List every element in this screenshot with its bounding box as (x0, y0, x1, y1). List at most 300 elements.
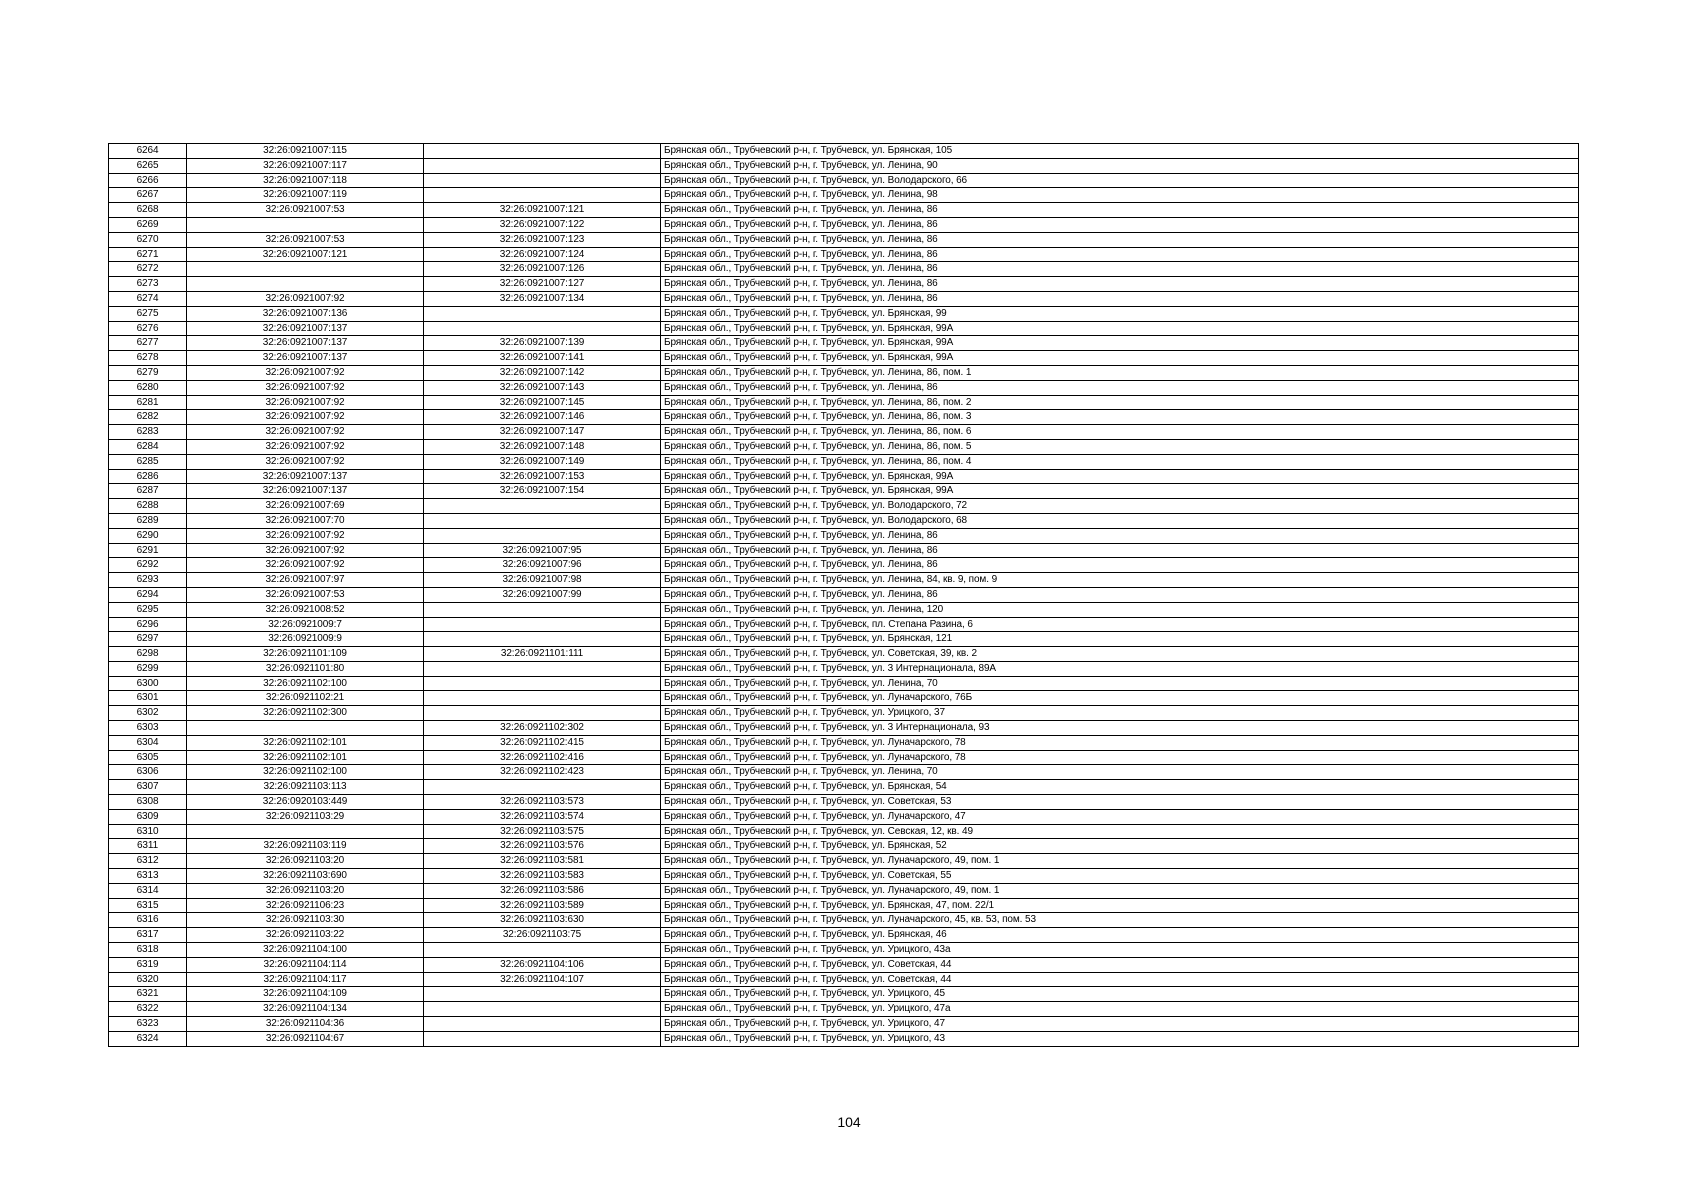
cadastral-number-cell: 32:26:0921007:136 (187, 306, 424, 321)
parent-cadastral-cell: 32:26:0921104:106 (424, 957, 661, 972)
address-cell: Брянская обл., Трубчевский р-н, г. Трубчевск, ул. Брянская, 99А (661, 336, 1579, 351)
address-cell: Брянская обл., Трубчевский р-н, г. Трубчевск, ул. Луначарского, 49, пом. 1 (661, 854, 1579, 869)
table-row (109, 513, 1579, 528)
cadastral-number-cell: 32:26:0921007:92 (187, 291, 424, 306)
table-row (109, 957, 1579, 972)
parent-cadastral-cell: 32:26:0921007:123 (424, 232, 661, 247)
table-row (109, 365, 1579, 380)
cadastral-number-cell: 32:26:0921007:97 (187, 573, 424, 588)
cadastral-number-cell: 32:26:0921104:36 (187, 1017, 424, 1032)
cadastral-number-cell: 32:26:0921007:70 (187, 513, 424, 528)
parent-cadastral-cell (424, 1017, 661, 1032)
parent-cadastral-cell: 32:26:0921007:141 (424, 351, 661, 366)
parent-cadastral-cell: 32:26:0921007:153 (424, 469, 661, 484)
parent-cadastral-cell (424, 1002, 661, 1017)
table-row (109, 661, 1579, 676)
cadastral-number-cell: 32:26:0921007:115 (187, 144, 424, 159)
row-number-cell: 6324 (109, 1031, 187, 1046)
address-cell: Брянская обл., Трубчевский р-н, г. Трубчевск, ул. Луначарского, 45, кв. 53, пом. 53 (661, 913, 1579, 928)
row-number-cell: 6288 (109, 499, 187, 514)
parent-cadastral-cell (424, 499, 661, 514)
cadastral-number-cell: 32:26:0921007:92 (187, 454, 424, 469)
address-cell: Брянская обл., Трубчевский р-н, г. Трубчевск, ул. Ленина, 86 (661, 217, 1579, 232)
address-cell: Брянская обл., Трубчевский р-н, г. Трубчевск, ул. Володарского, 66 (661, 173, 1579, 188)
address-cell: Брянская обл., Трубчевский р-н, г. Трубчевск, пл. Степана Разина, 6 (661, 617, 1579, 632)
address-cell: Брянская обл., Трубчевский р-н, г. Трубчевск, ул. Ленина, 86 (661, 291, 1579, 306)
parent-cadastral-cell: 32:26:0921007:143 (424, 380, 661, 395)
row-number-cell: 6321 (109, 987, 187, 1002)
table-row (109, 809, 1579, 824)
cadastral-number-cell: 32:26:0921102:300 (187, 706, 424, 721)
cadastral-number-cell: 32:26:0921104:109 (187, 987, 424, 1002)
table-row (109, 721, 1579, 736)
cadastral-number-cell: 32:26:0921104:134 (187, 1002, 424, 1017)
address-cell: Брянская обл., Трубчевский р-н, г. Трубчевск, ул. Ленина, 86 (661, 247, 1579, 262)
address-cell: Брянская обл., Трубчевский р-н, г. Трубчевск, ул. Советская, 44 (661, 972, 1579, 987)
address-cell: Брянская обл., Трубчевский р-н, г. Трубчевск, ул. Урицкого, 47а (661, 1002, 1579, 1017)
row-number-cell: 6280 (109, 380, 187, 395)
table-row (109, 277, 1579, 292)
row-number-cell: 6286 (109, 469, 187, 484)
parent-cadastral-cell (424, 632, 661, 647)
cadastral-number-cell: 32:26:0921007:117 (187, 158, 424, 173)
row-number-cell: 6272 (109, 262, 187, 277)
cadastral-number-cell: 32:26:0921007:92 (187, 365, 424, 380)
table-row (109, 484, 1579, 499)
table-row (109, 780, 1579, 795)
address-cell: Брянская обл., Трубчевский р-н, г. Трубчевск, ул. Ленина, 86 (661, 528, 1579, 543)
address-cell: Брянская обл., Трубчевский р-н, г. Трубчевск, ул. Ленина, 86, пом. 2 (661, 395, 1579, 410)
row-number-cell: 6313 (109, 869, 187, 884)
cadastral-number-cell: 32:26:0921103:20 (187, 883, 424, 898)
cadastral-number-cell: 32:26:0921104:114 (187, 957, 424, 972)
parent-cadastral-cell (424, 306, 661, 321)
row-number-cell: 6294 (109, 587, 187, 602)
parent-cadastral-cell: 32:26:0921102:416 (424, 750, 661, 765)
row-number-cell: 6281 (109, 395, 187, 410)
address-cell: Брянская обл., Трубчевский р-н, г. Трубчевск, ул. Ленина, 86, пом. 4 (661, 454, 1579, 469)
parent-cadastral-cell (424, 173, 661, 188)
table-row (109, 351, 1579, 366)
parent-cadastral-cell: 32:26:0921101:111 (424, 647, 661, 662)
parent-cadastral-cell (424, 602, 661, 617)
parent-cadastral-cell: 32:26:0921102:415 (424, 735, 661, 750)
parent-cadastral-cell: 32:26:0921102:302 (424, 721, 661, 736)
cadastral-number-cell: 32:26:0920103:449 (187, 795, 424, 810)
cadastral-number-cell: 32:26:0921007:137 (187, 321, 424, 336)
row-number-cell: 6279 (109, 365, 187, 380)
row-number-cell: 6299 (109, 661, 187, 676)
parent-cadastral-cell: 32:26:0921103:574 (424, 809, 661, 824)
parent-cadastral-cell: 32:26:0921103:573 (424, 795, 661, 810)
row-number-cell: 6310 (109, 824, 187, 839)
table-row (109, 647, 1579, 662)
cadastral-number-cell: 32:26:0921103:29 (187, 809, 424, 824)
address-cell: Брянская обл., Трубчевский р-н, г. Трубчевск, ул. Ленина, 86 (661, 232, 1579, 247)
address-cell: Брянская обл., Трубчевский р-н, г. Трубчевск, ул. Брянская, 47, пом. 22/1 (661, 898, 1579, 913)
parent-cadastral-cell: 32:26:0921103:581 (424, 854, 661, 869)
cadastral-number-cell: 32:26:0921007:121 (187, 247, 424, 262)
parent-cadastral-cell: 32:26:0921007:124 (424, 247, 661, 262)
table-row (109, 203, 1579, 218)
table-row (109, 144, 1579, 159)
cadastral-number-cell: 32:26:0921007:92 (187, 543, 424, 558)
parent-cadastral-cell: 32:26:0921104:107 (424, 972, 661, 987)
row-number-cell: 6317 (109, 928, 187, 943)
table-row (109, 1002, 1579, 1017)
cadastral-number-cell: 32:26:0921103:22 (187, 928, 424, 943)
cadastral-number-cell: 32:26:0921009:7 (187, 617, 424, 632)
address-cell: Брянская обл., Трубчевский р-н, г. Трубчевск, ул. Ленина, 86 (661, 203, 1579, 218)
address-cell: Брянская обл., Трубчевский р-н, г. Трубчевск, ул. Советская, 53 (661, 795, 1579, 810)
row-number-cell: 6301 (109, 691, 187, 706)
cadastral-number-cell: 32:26:0921007:69 (187, 499, 424, 514)
parent-cadastral-cell: 32:26:0921007:139 (424, 336, 661, 351)
row-number-cell: 6293 (109, 573, 187, 588)
table-row (109, 765, 1579, 780)
table-row (109, 321, 1579, 336)
address-cell: Брянская обл., Трубчевский р-н, г. Трубчевск, ул. Брянская, 99А (661, 351, 1579, 366)
row-number-cell: 6300 (109, 676, 187, 691)
cadastral-number-cell: 32:26:0921103:20 (187, 854, 424, 869)
table-row (109, 839, 1579, 854)
row-number-cell: 6284 (109, 439, 187, 454)
parent-cadastral-cell: 32:26:0921102:423 (424, 765, 661, 780)
row-number-cell: 6275 (109, 306, 187, 321)
row-number-cell: 6268 (109, 203, 187, 218)
cadastral-number-cell: 32:26:0921007:137 (187, 336, 424, 351)
cadastral-number-cell: 32:26:0921007:53 (187, 203, 424, 218)
row-number-cell: 6320 (109, 972, 187, 987)
parent-cadastral-cell: 32:26:0921007:147 (424, 425, 661, 440)
row-number-cell: 6289 (109, 513, 187, 528)
table-row (109, 306, 1579, 321)
row-number-cell: 6287 (109, 484, 187, 499)
table-row (109, 854, 1579, 869)
table-row (109, 543, 1579, 558)
table-row (109, 380, 1579, 395)
parent-cadastral-cell: 32:26:0921007:145 (424, 395, 661, 410)
cadastral-number-cell: 32:26:0921007:92 (187, 380, 424, 395)
parent-cadastral-cell (424, 706, 661, 721)
table-row (109, 528, 1579, 543)
table-row (109, 750, 1579, 765)
row-number-cell: 6292 (109, 558, 187, 573)
address-cell: Брянская обл., Трубчевский р-н, г. Трубчевск, ул. 3 Интернационала, 89А (661, 661, 1579, 676)
cadastral-number-cell: 32:26:0921104:117 (187, 972, 424, 987)
parent-cadastral-cell (424, 144, 661, 159)
row-number-cell: 6290 (109, 528, 187, 543)
row-number-cell: 6267 (109, 188, 187, 203)
row-number-cell: 6316 (109, 913, 187, 928)
cadastral-number-cell: 32:26:0921007:53 (187, 232, 424, 247)
cadastral-number-cell: 32:26:0921007:92 (187, 410, 424, 425)
parent-cadastral-cell: 32:26:0921103:575 (424, 824, 661, 839)
address-cell: Брянская обл., Трубчевский р-н, г. Трубчевск, ул. Урицкого, 47 (661, 1017, 1579, 1032)
row-number-cell: 6318 (109, 943, 187, 958)
address-cell: Брянская обл., Трубчевский р-н, г. Трубчевск, ул. Ленина, 86 (661, 558, 1579, 573)
address-cell: Брянская обл., Трубчевский р-н, г. Трубчевск, ул. Ленина, 86 (661, 543, 1579, 558)
cadastral-number-cell: 32:26:0921102:101 (187, 750, 424, 765)
row-number-cell: 6269 (109, 217, 187, 232)
row-number-cell: 6295 (109, 602, 187, 617)
table-row (109, 336, 1579, 351)
parent-cadastral-cell: 32:26:0921007:122 (424, 217, 661, 232)
table-row (109, 691, 1579, 706)
address-cell: Брянская обл., Трубчевский р-н, г. Трубчевск, ул. Севская, 12, кв. 49 (661, 824, 1579, 839)
parent-cadastral-cell: 32:26:0921007:96 (424, 558, 661, 573)
cadastral-number-cell: 32:26:0921007:92 (187, 528, 424, 543)
table-row (109, 869, 1579, 884)
cadastral-number-cell: 32:26:0921102:100 (187, 765, 424, 780)
table-row (109, 928, 1579, 943)
row-number-cell: 6266 (109, 173, 187, 188)
cadastral-number-cell (187, 262, 424, 277)
row-number-cell: 6323 (109, 1017, 187, 1032)
table-row (109, 573, 1579, 588)
address-cell: Брянская обл., Трубчевский р-н, г. Трубчевск, ул. Брянская, 99 (661, 306, 1579, 321)
row-number-cell: 6265 (109, 158, 187, 173)
parent-cadastral-cell: 32:26:0921007:95 (424, 543, 661, 558)
parent-cadastral-cell: 32:26:0921007:98 (424, 573, 661, 588)
page-number: 104 (837, 1114, 861, 1130)
row-number-cell: 6303 (109, 721, 187, 736)
parent-cadastral-cell: 32:26:0921007:148 (424, 439, 661, 454)
row-number-cell: 6322 (109, 1002, 187, 1017)
table-row (109, 158, 1579, 173)
registry-table (108, 143, 1579, 1047)
parent-cadastral-cell: 32:26:0921007:126 (424, 262, 661, 277)
address-cell: Брянская обл., Трубчевский р-н, г. Трубчевск, ул. Советская, 39, кв. 2 (661, 647, 1579, 662)
parent-cadastral-cell (424, 676, 661, 691)
address-cell: Брянская обл., Трубчевский р-н, г. Трубчевск, ул. Луначарского, 76Б (661, 691, 1579, 706)
table-row (109, 706, 1579, 721)
address-cell: Брянская обл., Трубчевский р-н, г. Трубчевск, ул. Брянская, 99А (661, 321, 1579, 336)
cadastral-number-cell: 32:26:0921007:137 (187, 469, 424, 484)
table-row (109, 262, 1579, 277)
address-cell: Брянская обл., Трубчевский р-н, г. Трубчевск, ул. Луначарского, 78 (661, 750, 1579, 765)
parent-cadastral-cell: 32:26:0921103:583 (424, 869, 661, 884)
parent-cadastral-cell: 32:26:0921007:99 (424, 587, 661, 602)
parent-cadastral-cell: 32:26:0921103:586 (424, 883, 661, 898)
address-cell: Брянская обл., Трубчевский р-н, г. Трубчевск, ул. Брянская, 46 (661, 928, 1579, 943)
row-number-cell: 6308 (109, 795, 187, 810)
row-number-cell: 6273 (109, 277, 187, 292)
address-cell: Брянская обл., Трубчевский р-н, г. Трубчевск, ул. Ленина, 70 (661, 676, 1579, 691)
table-row (109, 883, 1579, 898)
cadastral-number-cell: 32:26:0921102:101 (187, 735, 424, 750)
address-cell: Брянская обл., Трубчевский р-н, г. Трубчевск, ул. Урицкого, 43 (661, 1031, 1579, 1046)
cadastral-number-cell (187, 277, 424, 292)
address-cell: Брянская обл., Трубчевский р-н, г. Трубчевск, ул. Ленина, 86 (661, 380, 1579, 395)
parent-cadastral-cell (424, 987, 661, 1002)
row-number-cell: 6314 (109, 883, 187, 898)
parent-cadastral-cell: 32:26:0921007:134 (424, 291, 661, 306)
table-row (109, 824, 1579, 839)
address-cell: Брянская обл., Трубчевский р-н, г. Трубчевск, ул. Урицкого, 45 (661, 987, 1579, 1002)
table-row (109, 1017, 1579, 1032)
cadastral-number-cell: 32:26:0921007:92 (187, 425, 424, 440)
row-number-cell: 6277 (109, 336, 187, 351)
parent-cadastral-cell: 32:26:0921007:127 (424, 277, 661, 292)
cadastral-number-cell (187, 217, 424, 232)
cadastral-number-cell: 32:26:0921102:21 (187, 691, 424, 706)
parent-cadastral-cell: 32:26:0921007:121 (424, 203, 661, 218)
parent-cadastral-cell: 32:26:0921007:154 (424, 484, 661, 499)
row-number-cell: 6283 (109, 425, 187, 440)
address-cell: Брянская обл., Трубчевский р-н, г. Трубчевск, ул. Брянская, 54 (661, 780, 1579, 795)
row-number-cell: 6305 (109, 750, 187, 765)
address-cell: Брянская обл., Трубчевский р-н, г. Трубчевск, ул. Брянская, 121 (661, 632, 1579, 647)
table-row (109, 972, 1579, 987)
address-cell: Брянская обл., Трубчевский р-н, г. Трубчевск, ул. Ленина, 86 (661, 277, 1579, 292)
cadastral-number-cell: 32:26:0921009:9 (187, 632, 424, 647)
address-cell: Брянская обл., Трубчевский р-н, г. Трубчевск, ул. Советская, 44 (661, 957, 1579, 972)
address-cell: Брянская обл., Трубчевский р-н, г. Трубчевск, ул. Ленина, 86 (661, 587, 1579, 602)
parent-cadastral-cell (424, 943, 661, 958)
parent-cadastral-cell (424, 158, 661, 173)
address-cell: Брянская обл., Трубчевский р-н, г. Трубчевск, ул. Брянская, 99А (661, 469, 1579, 484)
table-row (109, 188, 1579, 203)
cadastral-number-cell: 32:26:0921007:137 (187, 351, 424, 366)
row-number-cell: 6278 (109, 351, 187, 366)
cadastral-number-cell: 32:26:0921102:100 (187, 676, 424, 691)
table-row (109, 602, 1579, 617)
table-row (109, 454, 1579, 469)
parent-cadastral-cell (424, 321, 661, 336)
row-number-cell: 6302 (109, 706, 187, 721)
row-number-cell: 6274 (109, 291, 187, 306)
row-number-cell: 6264 (109, 144, 187, 159)
table-row (109, 1031, 1579, 1046)
table-row (109, 425, 1579, 440)
address-cell: Брянская обл., Трубчевский р-н, г. Трубчевск, ул. Брянская, 105 (661, 144, 1579, 159)
address-cell: Брянская обл., Трубчевский р-н, г. Трубчевск, ул. Володарского, 72 (661, 499, 1579, 514)
parent-cadastral-cell (424, 528, 661, 543)
cadastral-number-cell: 32:26:0921101:80 (187, 661, 424, 676)
row-number-cell: 6296 (109, 617, 187, 632)
table-row (109, 173, 1579, 188)
address-cell: Брянская обл., Трубчевский р-н, г. Трубчевск, ул. Ленина, 120 (661, 602, 1579, 617)
cadastral-number-cell: 32:26:0921103:30 (187, 913, 424, 928)
parent-cadastral-cell: 32:26:0921103:576 (424, 839, 661, 854)
address-cell: Брянская обл., Трубчевский р-н, г. Трубчевск, ул. Луначарского, 78 (661, 735, 1579, 750)
address-cell: Брянская обл., Трубчевский р-н, г. Трубчевск, ул. Луначарского, 47 (661, 809, 1579, 824)
address-cell: Брянская обл., Трубчевский р-н, г. Трубчевск, ул. 3 Интернационала, 93 (661, 721, 1579, 736)
address-cell: Брянская обл., Трубчевский р-н, г. Трубчевск, ул. Советская, 55 (661, 869, 1579, 884)
address-cell: Брянская обл., Трубчевский р-н, г. Трубчевск, ул. Ленина, 84, кв. 9, пом. 9 (661, 573, 1579, 588)
row-number-cell: 6271 (109, 247, 187, 262)
table-row (109, 469, 1579, 484)
cadastral-number-cell: 32:26:0921104:100 (187, 943, 424, 958)
parent-cadastral-cell: 32:26:0921103:630 (424, 913, 661, 928)
table-row (109, 587, 1579, 602)
cadastral-number-cell (187, 824, 424, 839)
table-row (109, 632, 1579, 647)
cadastral-number-cell: 32:26:0921103:113 (187, 780, 424, 795)
row-number-cell: 6285 (109, 454, 187, 469)
table-row (109, 913, 1579, 928)
cadastral-number-cell: 32:26:0921103:690 (187, 869, 424, 884)
parent-cadastral-cell: 32:26:0921103:75 (424, 928, 661, 943)
address-cell: Брянская обл., Трубчевский р-н, г. Трубчевск, ул. Ленина, 98 (661, 188, 1579, 203)
cadastral-number-cell: 32:26:0921008:52 (187, 602, 424, 617)
row-number-cell: 6282 (109, 410, 187, 425)
table-row (109, 439, 1579, 454)
cadastral-number-cell: 32:26:0921007:92 (187, 395, 424, 410)
address-cell: Брянская обл., Трубчевский р-н, г. Трубчевск, ул. Брянская, 99А (661, 484, 1579, 499)
table-row (109, 558, 1579, 573)
table-row (109, 410, 1579, 425)
address-cell: Брянская обл., Трубчевский р-н, г. Трубчевск, ул. Ленина, 86, пом. 6 (661, 425, 1579, 440)
parent-cadastral-cell: 32:26:0921007:146 (424, 410, 661, 425)
row-number-cell: 6309 (109, 809, 187, 824)
address-cell: Брянская обл., Трубчевский р-н, г. Трубчевск, ул. Ленина, 90 (661, 158, 1579, 173)
cadastral-number-cell: 32:26:0921104:67 (187, 1031, 424, 1046)
cadastral-number-cell: 32:26:0921007:53 (187, 587, 424, 602)
row-number-cell: 6311 (109, 839, 187, 854)
cadastral-number-cell: 32:26:0921007:137 (187, 484, 424, 499)
parent-cadastral-cell (424, 513, 661, 528)
address-cell: Брянская обл., Трубчевский р-н, г. Трубчевск, ул. Ленина, 86 (661, 262, 1579, 277)
table-row (109, 735, 1579, 750)
table-row (109, 247, 1579, 262)
address-cell: Брянская обл., Трубчевский р-н, г. Трубчевск, ул. Брянская, 52 (661, 839, 1579, 854)
cadastral-number-cell: 32:26:0921007:119 (187, 188, 424, 203)
parent-cadastral-cell (424, 780, 661, 795)
table-row (109, 676, 1579, 691)
table-row (109, 898, 1579, 913)
table-row (109, 617, 1579, 632)
table-row (109, 217, 1579, 232)
row-number-cell: 6270 (109, 232, 187, 247)
row-number-cell: 6297 (109, 632, 187, 647)
row-number-cell: 6315 (109, 898, 187, 913)
parent-cadastral-cell (424, 661, 661, 676)
cadastral-number-cell: 32:26:0921007:118 (187, 173, 424, 188)
cadastral-number-cell: 32:26:0921007:92 (187, 558, 424, 573)
address-cell: Брянская обл., Трубчевский р-н, г. Трубчевск, ул. Луначарского, 49, пом. 1 (661, 883, 1579, 898)
parent-cadastral-cell: 32:26:0921007:142 (424, 365, 661, 380)
address-cell: Брянская обл., Трубчевский р-н, г. Трубчевск, ул. Ленина, 86, пом. 3 (661, 410, 1579, 425)
table-row (109, 395, 1579, 410)
address-cell: Брянская обл., Трубчевский р-н, г. Трубчевск, ул. Ленина, 86, пом. 1 (661, 365, 1579, 380)
table-row (109, 232, 1579, 247)
registry-table-body (109, 144, 1579, 1047)
address-cell: Брянская обл., Трубчевский р-н, г. Трубчевск, ул. Урицкого, 37 (661, 706, 1579, 721)
row-number-cell: 6304 (109, 735, 187, 750)
row-number-cell: 6306 (109, 765, 187, 780)
cadastral-number-cell: 32:26:0921101:109 (187, 647, 424, 662)
row-number-cell: 6312 (109, 854, 187, 869)
row-number-cell: 6319 (109, 957, 187, 972)
address-cell: Брянская обл., Трубчевский р-н, г. Трубчевск, ул. Ленина, 70 (661, 765, 1579, 780)
address-cell: Брянская обл., Трубчевский р-н, г. Трубчевск, ул. Ленина, 86, пом. 5 (661, 439, 1579, 454)
parent-cadastral-cell (424, 1031, 661, 1046)
cadastral-number-cell: 32:26:0921007:92 (187, 439, 424, 454)
address-cell: Брянская обл., Трубчевский р-н, г. Трубчевск, ул. Володарского, 68 (661, 513, 1579, 528)
cadastral-number-cell (187, 721, 424, 736)
table-row (109, 291, 1579, 306)
row-number-cell: 6291 (109, 543, 187, 558)
cadastral-number-cell: 32:26:0921106:23 (187, 898, 424, 913)
parent-cadastral-cell: 32:26:0921103:589 (424, 898, 661, 913)
parent-cadastral-cell (424, 617, 661, 632)
row-number-cell: 6307 (109, 780, 187, 795)
row-number-cell: 6276 (109, 321, 187, 336)
parent-cadastral-cell: 32:26:0921007:149 (424, 454, 661, 469)
table-row (109, 795, 1579, 810)
